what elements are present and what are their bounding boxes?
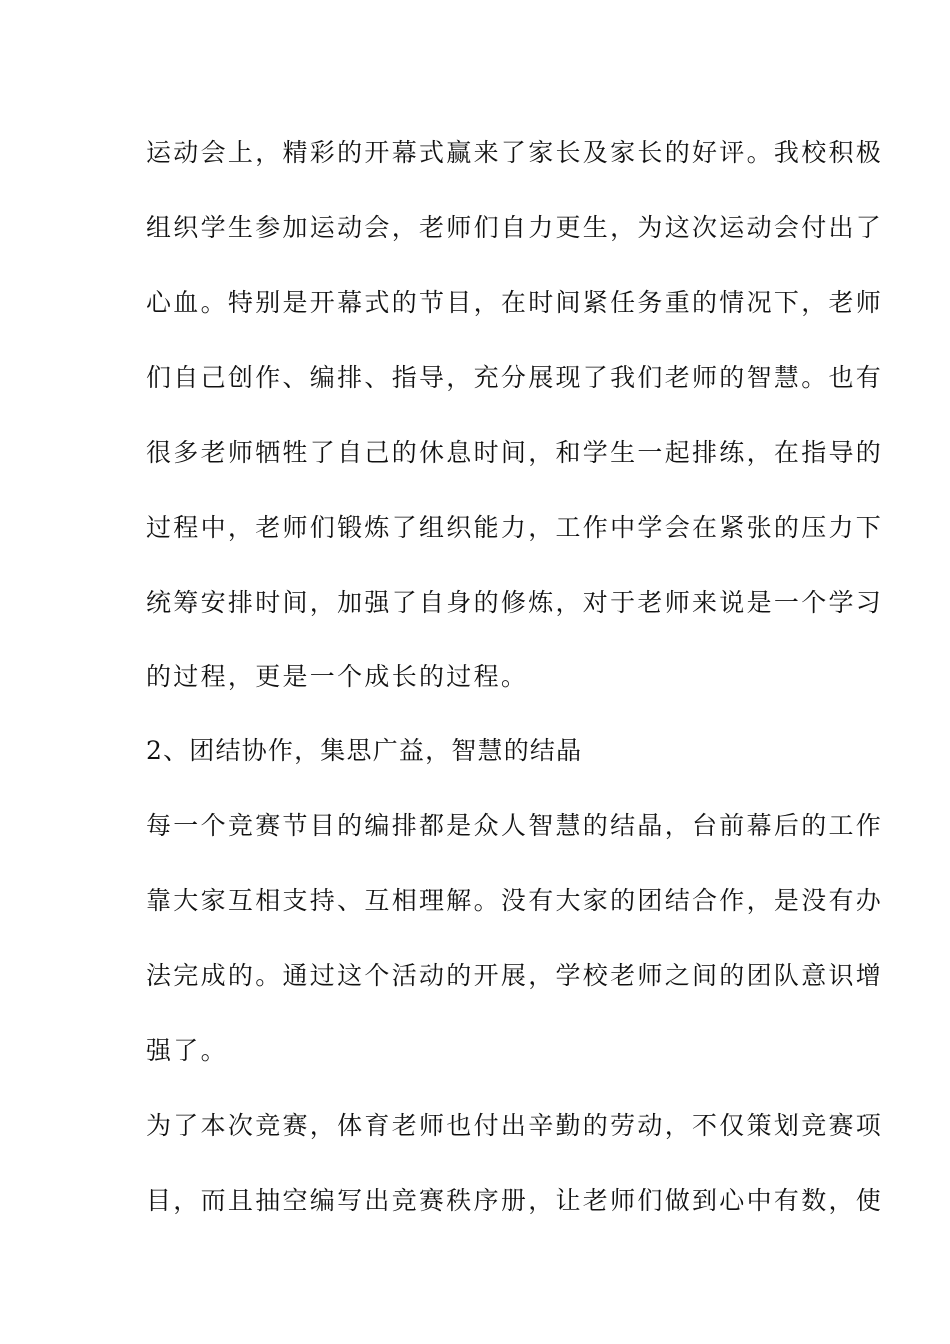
paragraph-line: 为了本次竞赛，体育老师也付出辛勤的劳动，不仅策划竞赛项 <box>146 1111 884 1140</box>
paragraph-line: 的过程，更是一个成长的过程。 <box>146 662 529 691</box>
paragraph-line: 靠大家互相支持、互相理解。没有大家的团结合作，是没有办 <box>146 886 884 915</box>
paragraph-line: 每一个竞赛节目的编排都是众人智慧的结晶，台前幕后的工作 <box>146 811 884 840</box>
section-heading: 2、团结协作，集思广益，智慧的结晶 <box>146 736 583 765</box>
paragraph-line: 强了。 <box>146 1036 228 1065</box>
paragraph-line: 们自己创作、编排、指导，充分展现了我们老师的智慧。也有 <box>146 363 884 392</box>
paragraph-line: 心血。特别是开幕式的节目，在时间紧任务重的情况下，老师 <box>146 288 884 317</box>
paragraph-line: 运动会上，精彩的开幕式赢来了家长及家长的好评。我校积极 <box>146 138 884 167</box>
paragraph-line: 过程中，老师们锻炼了组织能力，工作中学会在紧张的压力下 <box>146 513 884 542</box>
paragraph-line: 很多老师牺牲了自己的休息时间，和学生一起排练，在指导的 <box>146 438 884 467</box>
paragraph-line: 目，而且抽空编写出竞赛秩序册，让老师们做到心中有数，使 <box>146 1186 884 1215</box>
paragraph-line: 统筹安排时间，加强了自身的修炼，对于老师来说是一个学习 <box>146 588 884 617</box>
paragraph-line: 法完成的。通过这个活动的开展，学校老师之间的团队意识增 <box>146 961 884 990</box>
paragraph-line: 组织学生参加运动会，老师们自力更生，为这次运动会付出了 <box>146 213 884 242</box>
